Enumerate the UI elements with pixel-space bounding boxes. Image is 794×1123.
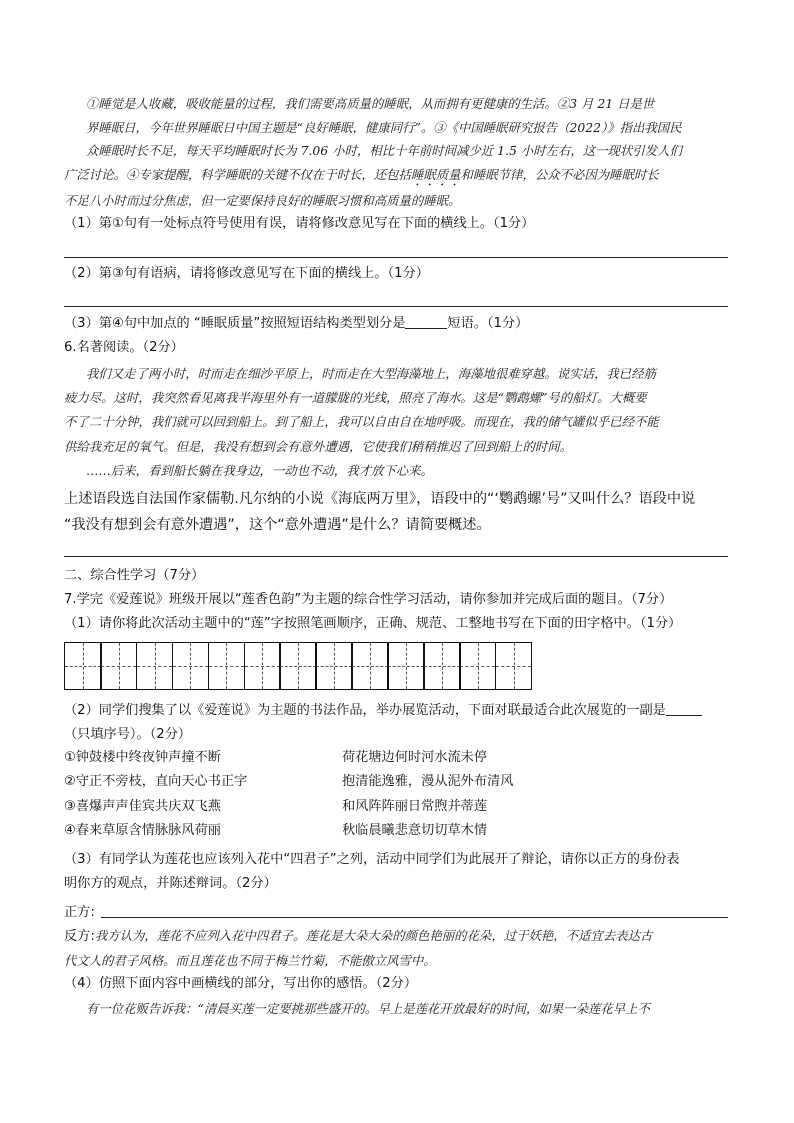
question-7-4: （4）仿照下面内容中画横线的部分，写出你的感悟。（2分）: [64, 976, 418, 991]
question-6-line: “我没有想到会有意外遭遇”，这个“意外遭遇”是什么？请简要概述。: [64, 517, 491, 533]
question-5-3-text: （3）第④句中加点的 “睡眠质量”按照短语结构类型划分是: [64, 316, 406, 331]
tianzige-cell[interactable]: [351, 642, 389, 690]
passage-1-line-part: 广泛讨论。④专家提醒，科学睡眠的关键不仅在于时长，还包括: [64, 167, 411, 183]
question-7-3-line: 明你方的观点，并陈述辩词。（2分）: [64, 876, 277, 891]
couplet-upper: ④春来草原含情脉脉风荷丽: [64, 822, 221, 838]
couplet-option: [64, 819, 624, 843]
tianzige-cell[interactable]: [315, 642, 353, 690]
question-7-title: 7.学完《爱莲说》班级开展以“莲香色韵”为主题的综合性学习活动，请你参加并完成后面的题目。（7分）: [64, 592, 673, 607]
passage-1: [64, 92, 732, 213]
couplet-lower: 秋临晨曦悲意切切草木情: [342, 822, 488, 838]
passage-1-line: 界睡眠日，今年世界睡眠日中国主题是“良好睡眠，健康同行”。③《中国睡眠研究报告（2022）》指出我国民: [86, 119, 682, 135]
couplet-lower: 抱清能逸雅，漫从泥外布清风: [342, 774, 514, 790]
tianzige-cell[interactable]: [100, 642, 138, 690]
tianzige-cell[interactable]: [387, 642, 425, 690]
tianzige-cell[interactable]: [64, 642, 102, 690]
couplet-upper: ②守正不旁枝，直向天心书正字: [64, 774, 248, 790]
question-7-2-line: [64, 699, 732, 723]
couplet-option: [64, 746, 624, 770]
section-2-heading: 二、综合性学习（7分）: [64, 568, 205, 583]
tianzige-cell[interactable]: [208, 642, 246, 690]
passage-2-line: 我们又走了两小时，时而走在细沙平原上，时而走在大型海藻地上，海藻地很难穿越。说实话，我已经筋: [86, 366, 656, 381]
tianzige-cell[interactable]: [136, 642, 174, 690]
passage-2: [64, 362, 732, 483]
couplet-upper: ①钟鼓楼中终夜钟声撞不断: [64, 750, 221, 765]
question-7-1: （1）请你将此次活动主题中的“莲”字按照笔画顺序，正确、规范、工整地书写在下面的田字格中。（1分）: [64, 616, 682, 631]
fanfang-label: 反方:: [64, 929, 95, 944]
fanfang-argument: [64, 923, 732, 973]
passage-1-line: 不足八小时而过分焦虑，但一定要保持良好的睡眠习惯和高质量的睡眠。: [64, 193, 461, 209]
couplet-lower: 和风阵阵丽日常煦并蒂莲: [342, 798, 488, 814]
passage-2-line: 不了二十分钟，我们就可以回到船上。到了船上，我可以自由自在地呼吸。而现在，我的储气罐似乎已经不能: [64, 414, 659, 430]
couplet-upper: ③喜爆声声佳宾共庆双飞燕: [64, 798, 221, 814]
question-7-3-line: （3）有同学认为莲花也应该列入花中“四君子”之列，活动中同学们为此展开了辩论，请你以正方的身份表: [64, 852, 680, 867]
answer-blank-7-2[interactable]: [666, 701, 702, 716]
tianzige-grid[interactable]: [64, 642, 532, 690]
question-5-1: （1）第①句有一处标点符号使用有误，请将修改意见写在下面的横线上。（1分）: [64, 216, 535, 231]
fanfang-line: [64, 923, 732, 949]
tianzige-cell[interactable]: [172, 642, 210, 690]
passage-2-line: 供给我充足的氧气。但是，我没有想到会有意外遭遇，它使我们稍稍推迟了回到船上的时间。: [64, 438, 573, 454]
zhengfang-label: 正方:: [64, 905, 95, 920]
question-7-2-text: （2）同学们搜集了以《爱莲说》为主题的书法作品，举办展览活动，下面对联最适合此次展览的一副是: [64, 703, 666, 718]
couplet-option: [64, 770, 624, 794]
question-7-2: [64, 699, 732, 747]
fanfang-line: 代文人的君子风格。而且莲花也不同于梅兰竹菊，不能傲立风雪中。: [64, 953, 436, 968]
passage-2-line: 疲力尽。这时，我突然看见离我半海里外有一道朦胧的光线，照亮了海水。这是“鹦鹉螺”号的船灯。大概要: [64, 390, 647, 406]
question-5-3-suffix: 短语。（1分）: [447, 316, 529, 331]
passage-3: 有一位花贩告诉我：“清晨买莲一定要挑那些盛开的。早上是莲花开放最好的时间，如果一朵莲花早上不: [86, 1001, 650, 1016]
emphasized-phrase: 睡眠质量: [410, 167, 461, 183]
tianzige-cell[interactable]: [495, 642, 533, 690]
question-6-prompt: [64, 486, 732, 538]
answer-blank-5-3[interactable]: [405, 314, 447, 329]
passage-1-line: 众睡眠时长不足，每天平均睡眠时长为 7.06 小时，相比十年前时间减少近 1.5 小时左右，这一现状引发人们: [86, 143, 682, 159]
question-5-2: （2）第③句有语病，请将修改意见写在下面的横线上。（1分）: [64, 266, 429, 281]
question-7-2-line: （只填序号）。（2分）: [64, 727, 192, 742]
question-5-3: [64, 312, 732, 336]
answer-line-5-1[interactable]: [64, 257, 728, 258]
couplet-options: [64, 746, 624, 843]
question-7-3: [64, 848, 732, 896]
tianzige-cell[interactable]: [459, 642, 497, 690]
question-6-line: 上述语段选自法国作家儒勒.凡尔纳的小说《海底两万里》，语段中的“‘鹦鹉螺’号”又叫什么？语段中说: [64, 491, 696, 507]
question-6-title: 6.名著阅读。（2分）: [64, 340, 184, 355]
couplet-lower: 荷花塘边何时河水流未停: [342, 750, 488, 765]
passage-1-line: ①睡觉是人收藏，吸收能量的过程，我们需要高质量的睡眠，从而拥有更健康的生活。②3 月 21 日是世: [86, 96, 655, 111]
answer-line-zhengfang[interactable]: [101, 917, 728, 918]
couplet-option: [64, 795, 624, 819]
fanfang-text: 我方认为，莲花不应列入花中四君子。莲花是大朵大朵的颜色艳丽的花朵，过于妖艳，不适宜去表达古: [94, 928, 653, 943]
tianzige-cell[interactable]: [279, 642, 317, 690]
passage-1-line: [64, 163, 732, 189]
answer-line-6[interactable]: [64, 556, 728, 557]
passage-2-line: ……后来，看到船长躺在我身边，一动也不动，我才放下心来。: [86, 462, 433, 478]
passage-1-line-part: 和睡眠节律，公众不必因为睡眠时长: [460, 167, 659, 183]
answer-line-5-2[interactable]: [64, 306, 728, 307]
tianzige-cell[interactable]: [244, 642, 282, 690]
tianzige-cell[interactable]: [423, 642, 461, 690]
